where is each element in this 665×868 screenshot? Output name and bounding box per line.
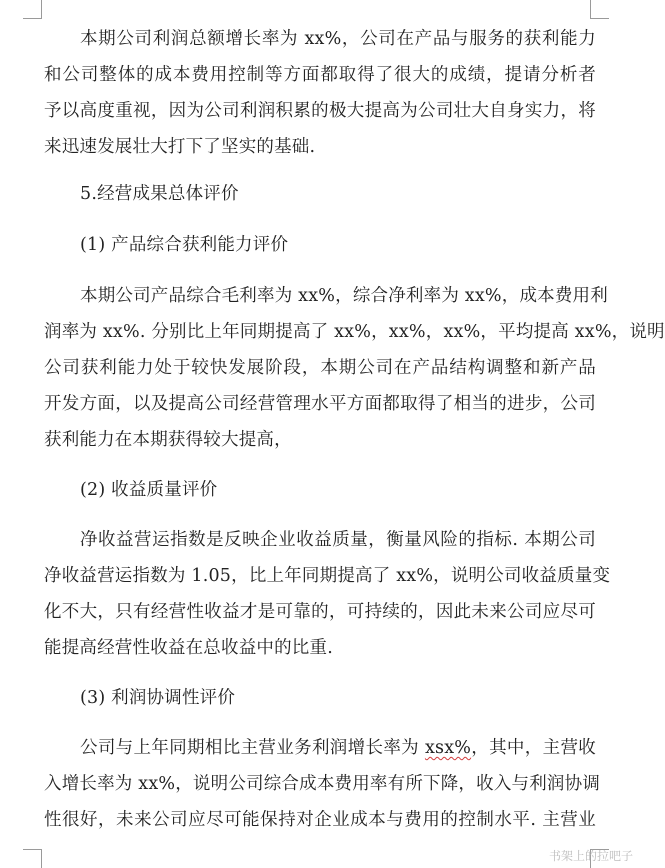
paragraph-line: 予以高度重视，因为公司利润积累的极大提高为公司壮大自身实力，将	[44, 101, 596, 121]
paragraph-line: 能提高经营性收益在总收益中的比重.	[44, 638, 333, 658]
paragraph-line: 净收益营运指数是反映企业收益质量，衡量风险的指标. 本期公司	[80, 530, 596, 550]
paragraph-line: 本期公司利润总额增长率为 xx%，公司在产品与服务的获利能力	[80, 29, 596, 49]
crop-mark-top-left	[23, 0, 42, 19]
paragraph-line: 本期公司产品综合毛利率为 xx%，综合净利率为 xx%，成本费用利	[80, 286, 608, 306]
subsection-heading: (2) 收益质量评价	[80, 480, 218, 500]
watermark: 书架上的拉吧子	[548, 849, 633, 863]
paragraph-line: 性很好，未来公司应尽可能保持对企业成本与费用的控制水平. 主营业	[44, 810, 596, 830]
crop-mark-bottom-left	[23, 849, 42, 868]
paragraph-line: 和公司整体的成本费用控制等方面都取得了很大的成绩，提请分析者	[44, 65, 596, 85]
paragraph-line: 净收益营运指数为 1.05，比上年同期提高了 xx%，说明公司收益质量变	[44, 566, 611, 586]
subsection-heading: (3) 利润协调性评价	[80, 688, 236, 708]
paragraph-line: 公司获利能力处于较快发展阶段，本期公司在产品结构调整和新产品	[44, 358, 596, 378]
paragraph-line	[80, 730, 596, 766]
paragraph-line: 润率为 xx%. 分别比上年同期提高了 xx%，xx%，xx%，平均提高 xx%，说明	[44, 322, 665, 342]
subsection-heading: (1) 产品综合获利能力评价	[80, 235, 289, 255]
paragraph-line: 入增长率为 xx%，说明公司综合成本费用率有所下降，收入与利润协调	[44, 774, 601, 794]
paragraph-line: 来迅速发展壮大打下了坚实的基础.	[44, 137, 316, 157]
paragraph-line: 获利能力在本期获得较大提高，	[44, 430, 292, 450]
text-run: 公司与上年同期相比主营业务利润增长率为	[80, 738, 425, 758]
paragraph-line: 化不大，只有经营性收益才是可靠的，可持续的，因此未来公司应尽可	[44, 602, 596, 622]
section-heading: 5.经营成果总体评价	[80, 184, 239, 204]
paragraph-line: 开发方面，以及提高公司经营管理水平方面都取得了相当的进步，公司	[44, 394, 596, 414]
crop-mark-top-right	[590, 0, 609, 19]
text-run: ，其中，主营收	[471, 738, 596, 758]
spellcheck-flagged-word[interactable]: xsx%	[424, 738, 472, 758]
